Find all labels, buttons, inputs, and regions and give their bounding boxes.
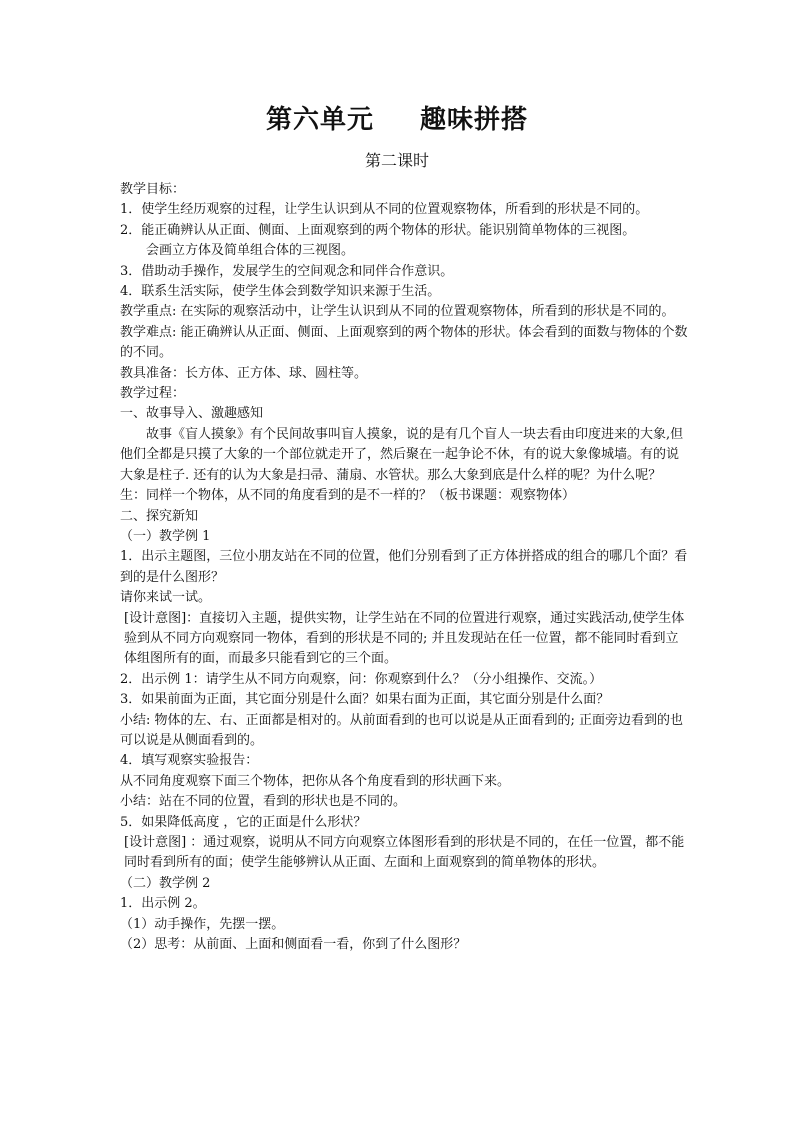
paragraph: （1）动手操作，先摆一摆。 [120,916,285,932]
paragraph: 生：同样一个物体，从不同的角度看到的是不一样的？（板书课题：观察物体） [120,488,576,504]
paragraph: 1．使学生经历观察的过程，让学生认识到从不同的位置观察物体，所看到的形状是不同的。 [120,202,649,218]
paragraph: 教学重点: 在实际的观察活动中，让学生认识到从不同的位置观察物体，所看到的形状是不同的。 [120,304,675,320]
subsection-heading: （二）教学例 2 [120,875,211,891]
paragraph: 4．联系生活实际，使学生体会到数学知识来源于生活。 [120,284,441,300]
paragraph: 教学难点: 能正确辨认从正面、侧面、上面观察到的两个物体的形状。体会看到的面数与物体的个数的不同。 [120,324,688,361]
paragraph: 会画立方体及简单组合体的三视图。 [146,243,355,259]
design-note: [设计意图] ：通过观察，说明从不同方向观察立体图形看到的形状是不同的，在任一位置，都不能同时看到所有的面；使学生能够辨认从正面、左面和上面观察到的简单物体的形状。 [124,835,685,871]
paragraph: 1．出示主题图，三位小朋友站在不同的位置，他们分别看到了正方体拼搭成的组合的哪几个面？看到的是什么图形？ [120,549,688,585]
paragraph: 小结: 物体的左、右、正面都是相对的。从前面看到的也可以说是从正面看到的; 正面旁边看到的也可以说是从侧面看到的。 [120,712,684,748]
unit-label: 第六单元 [265,105,374,135]
paragraph: 教具准备：长方体、正方体、球、圆柱等。 [120,365,368,381]
paragraph: 教学目标： [120,182,186,197]
paragraph: 3．借助动手操作，发展学生的空间观念和同伴合作意识。 [120,263,454,279]
design-note: [设计意图]：直接切入主题，提供实物，让学生站在不同的位置进行观察，通过实践活动,使学生体验到从不同方向观察同一物体，看到的形状是不同的; 并且发现站在任一位置，都不能同时看到立体组图所有的面，而最多只能看到它的三个面。 [124,610,685,667]
paragraph: 5．如果降低高度 ，它的正面是什么形状？ [120,814,367,830]
paragraph: 3．如果前面为正面，其它面分别是什么面？如果右面为正面，其它面分别是什么面？ [120,692,610,708]
paragraph: 2．能正确辨认从正面、侧面、上面观察到的两个物体的形状。能识别简单物体的三视图。 [120,222,636,238]
paragraph: 小结：站在不同的位置，看到的形状也是不同的。 [120,794,407,810]
section-heading: 二、探究新知 [120,508,199,524]
lesson-body [120,180,690,955]
paragraph: 1．出示例 2。 [120,896,206,912]
paragraph: 故事《盲人摸象》有个民间故事叫盲人摸象，说的是有几个盲人一块去看由印度进来的大象,但他们全都是只摸了大象的一个部位就走开了，然后聚在一起争论不休，有的说大象像城墙。有的说大象是柱子. 还有的认为大象是扫帚、蒲扇、水管状。那么大象到底是什么样的呢？为什么呢？ [120,426,684,483]
paragraph: （2）思考：从前面、上面和侧面看一看，你到了什么图形？ [120,937,467,953]
paragraph: 4．填写观察实验报告： [120,753,259,769]
paragraph: 教学过程： [120,386,186,402]
lesson-subtitle: 第二课时 [364,151,429,170]
unit-title [0,99,794,136]
section-heading: 一、故事导入、激趣感知 [120,406,264,422]
subsection-heading: （一）教学例 1 [120,528,211,544]
paragraph: 2．出示例 1：请学生从不同方向观察，问：你观察到什么？（分小组操作、交流。） [120,671,603,687]
topic-label: 趣味拼搭 [420,105,529,135]
paragraph: 从不同角度观察下面三个物体，把你从各个角度看到的形状画下来。 [120,773,511,789]
paragraph: 请你来试一试。 [120,590,212,606]
